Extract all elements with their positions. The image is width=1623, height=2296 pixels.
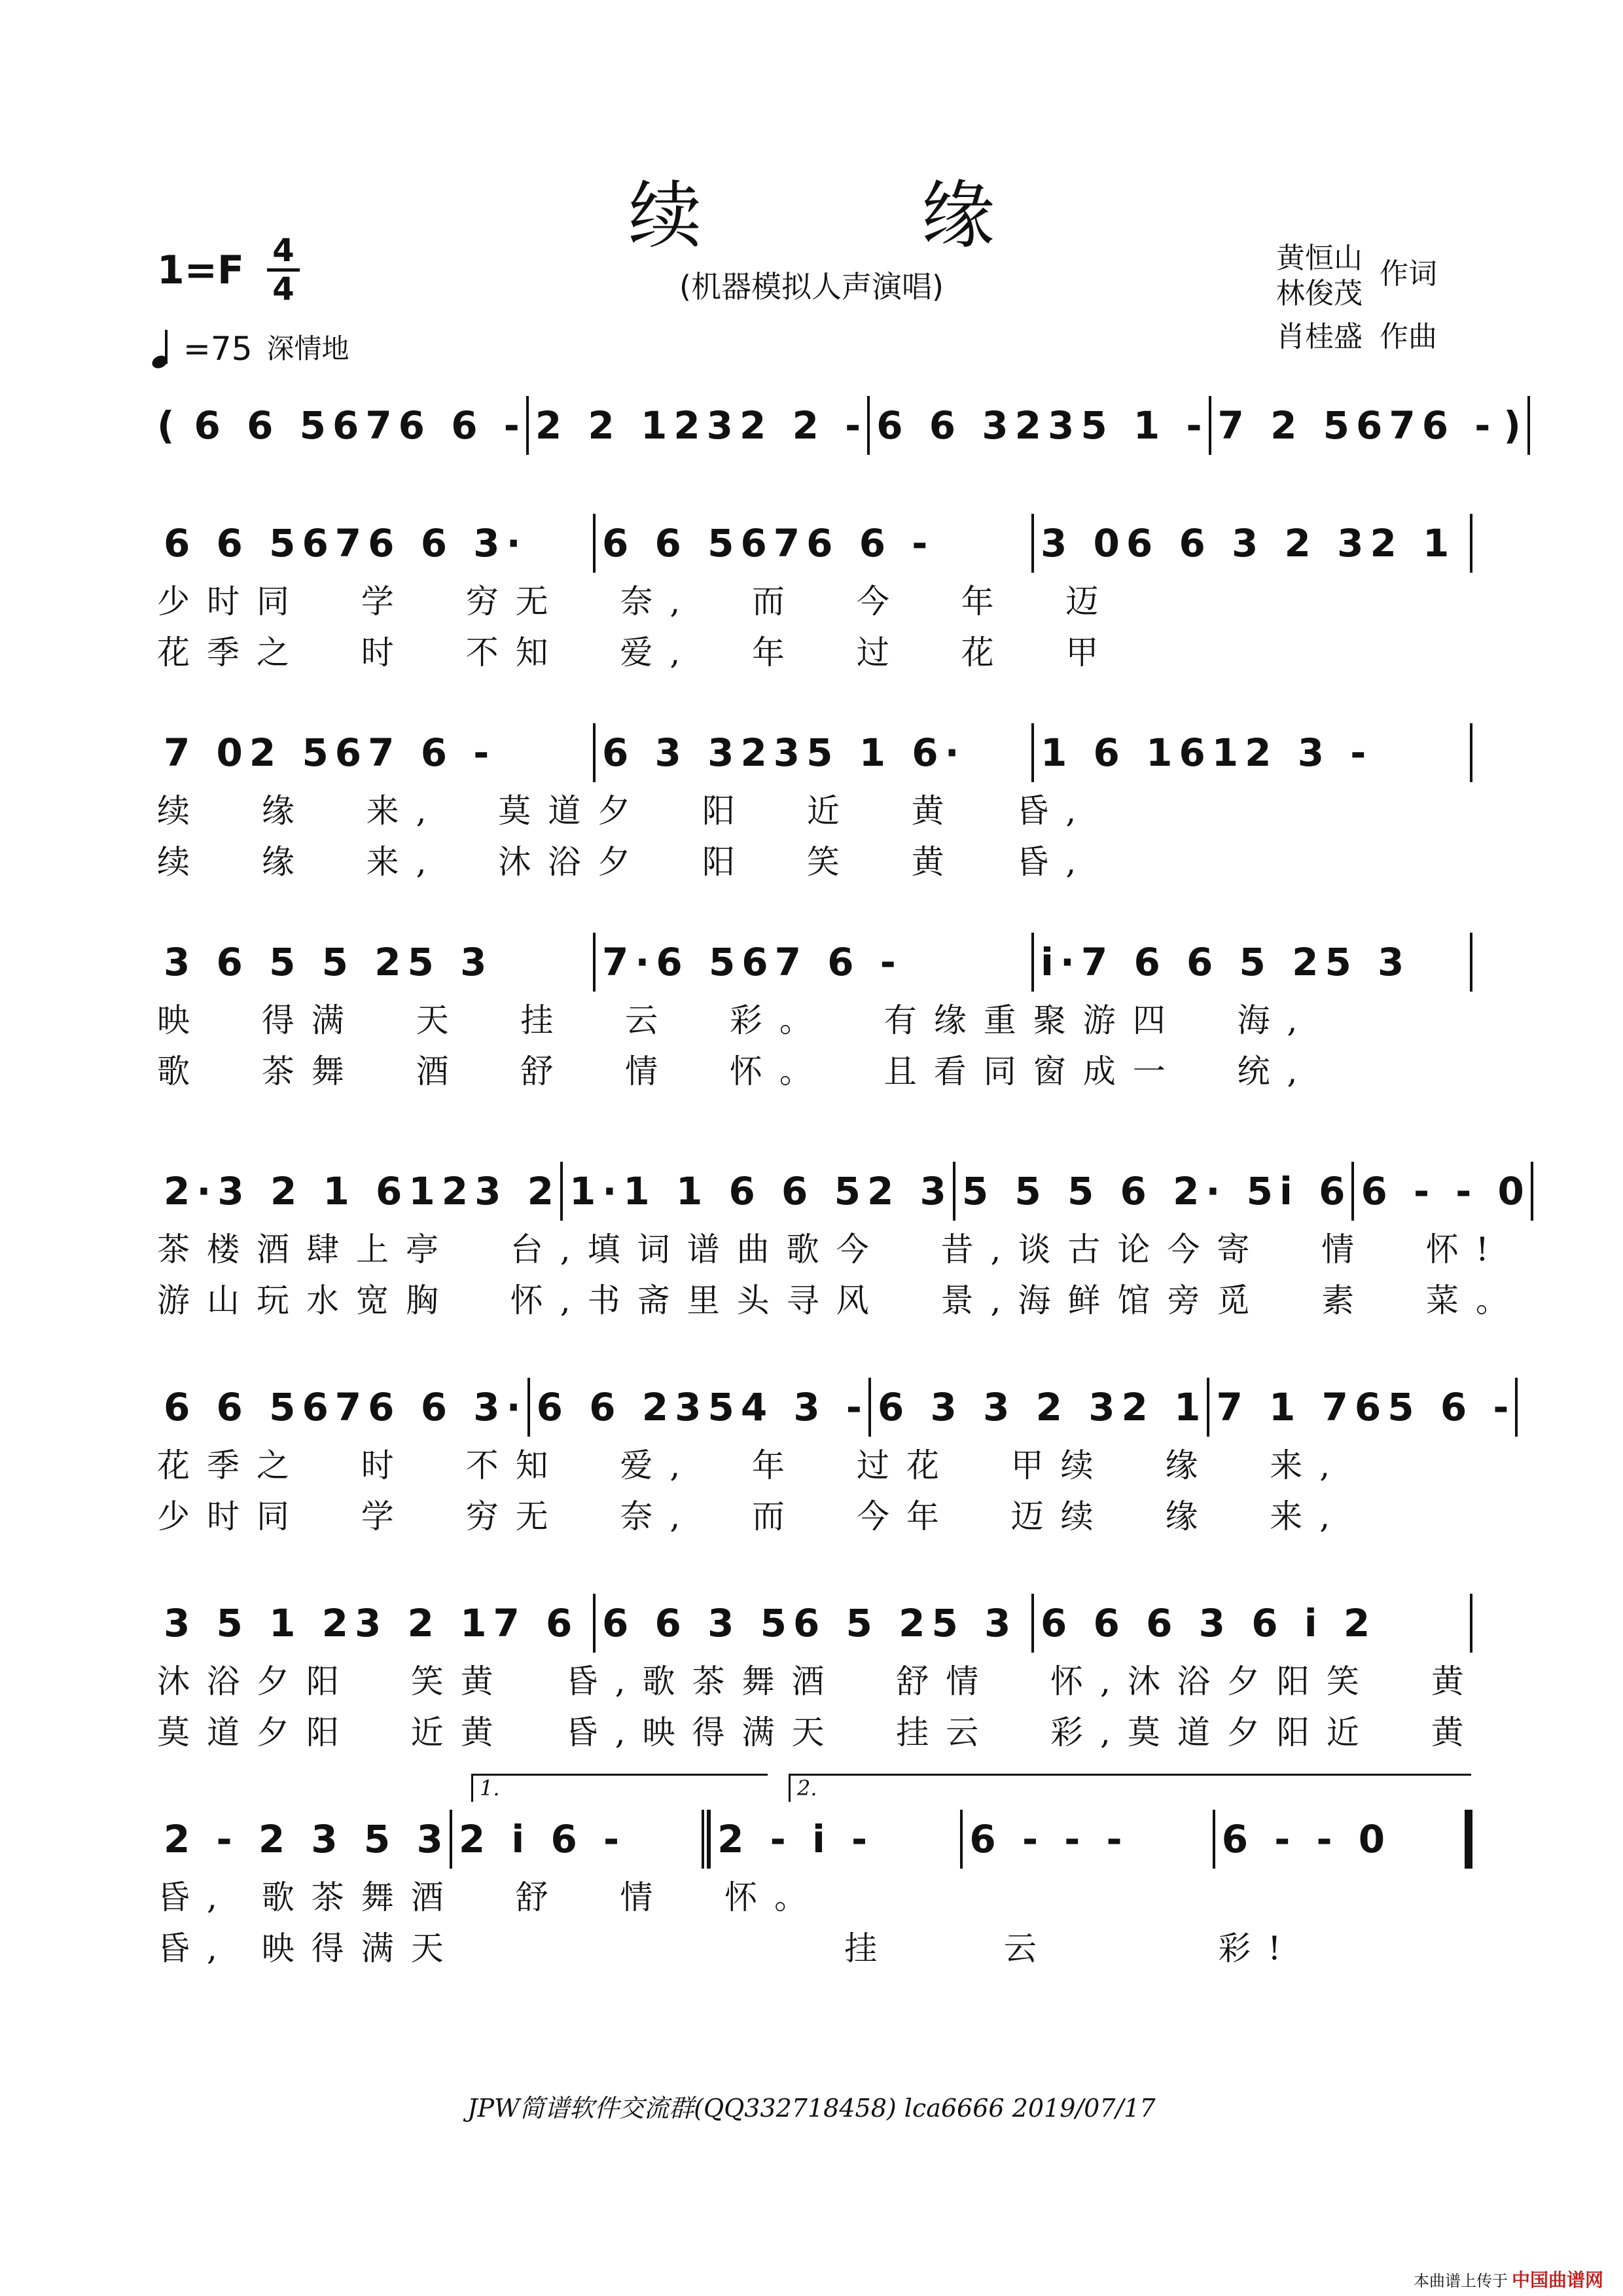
time-signature-bottom: 4: [272, 271, 294, 308]
volta-bracket: 1.: [471, 1774, 768, 1802]
score-system: [157, 511, 1472, 678]
lyric-line: 映 得满 天 挂 云 彩。 有缘重聚游四 海,: [157, 1001, 1315, 1039]
barline-end: [1470, 933, 1472, 992]
lyric-line: 莫道夕阳 近黄 昏,映得满天 挂云 彩,莫道夕阳近 黄: [157, 1713, 1481, 1751]
measure: 2 i 6 -: [458, 1817, 626, 1861]
credits: [1276, 241, 1437, 355]
measure: 3 06 6 3 2 32 1: [1041, 521, 1456, 565]
notes-row: [157, 1374, 1516, 1440]
score-system: [157, 1776, 1472, 1974]
subtitle: (机器模拟人声演唱): [679, 269, 944, 304]
measure: 3 5 1 23 2 17 6: [164, 1601, 579, 1645]
repeat-paren-close: ): [1503, 403, 1527, 448]
lyric-line: 沐浴夕阳 笑黄 昏,歌茶舞酒 舒情 怀,沐浴夕阳笑 黄: [157, 1662, 1481, 1700]
lyric-line: 续 缘 来, 莫道夕 阳 近 黄 昏,: [157, 792, 1094, 830]
score-system: [157, 929, 1472, 1097]
measure: 6 6 3235 1 -: [876, 403, 1209, 448]
lyric-line: 少时同 学 穷无 奈, 而 今年 迈续 缘 来,: [157, 1498, 1347, 1535]
volta-bracket: 2.: [789, 1774, 1471, 1802]
notes-row: [157, 720, 1472, 785]
measure: 7 02 567 6 -: [164, 730, 496, 775]
lyric-line: 花季之 时 不知 爱, 年 过 花 甲: [157, 634, 1116, 672]
measure: 2 - i -: [717, 1817, 874, 1861]
notes-row: [157, 1590, 1472, 1656]
lyric-line: 少时同 学 穷无 奈, 而 今 年 迈: [157, 583, 1116, 620]
footer: JPW简谱软件交流群(QQ332718458) lca6666 2019/07/17: [467, 2094, 1156, 2123]
tempo-value: =75: [183, 330, 253, 368]
time-signature-top: 4: [272, 232, 294, 269]
barline-end: [1527, 396, 1530, 455]
tempo-expression: 深情地: [266, 332, 349, 365]
lyric-line: 续 缘 来, 沐浴夕 阳 笑 黄 昏,: [157, 843, 1094, 881]
measure: 6 3 3235 1 6·: [602, 730, 966, 775]
lyricist-name: 黄恒山: [1276, 242, 1363, 275]
measure: 6 6 5676 6 3·: [164, 1385, 527, 1429]
repeat-paren-open: (: [157, 403, 181, 448]
measure: 6 - - -: [969, 1817, 1129, 1861]
score-system: [157, 1374, 1516, 1542]
score-system: [157, 393, 1527, 458]
measure: 6 6 2354 3 -: [536, 1385, 868, 1429]
measure: 6 - - 0: [1361, 1169, 1531, 1213]
lyricist-role: 作词: [1380, 257, 1437, 291]
notes-row: [157, 1158, 1531, 1224]
measure: 6 - - 0: [1221, 1817, 1392, 1861]
barline-end: [1470, 723, 1472, 782]
barline-end: [1465, 1810, 1472, 1869]
score-system: [157, 1158, 1531, 1326]
song-title: 续 缘: [628, 173, 1093, 259]
barline-end: [1470, 1594, 1472, 1653]
quarter-note-icon: [152, 329, 178, 368]
barline-end: [1470, 514, 1472, 573]
measure: i·7 6 6 5 25 3: [1041, 940, 1411, 984]
time-signature: [267, 234, 300, 306]
measure: 6 6 3 56 5 25 3: [602, 1601, 1018, 1645]
notes-row: [157, 929, 1472, 995]
lyricist2-name: 林俊茂: [1276, 277, 1363, 310]
measure: 6 6 5676 6 -: [194, 403, 526, 448]
measure: 7 2 5676 -: [1217, 403, 1497, 448]
key-signature: 1=F: [157, 247, 245, 293]
barline-end: [1515, 1378, 1518, 1437]
lyric-line: 昏, 歌茶舞酒 舒 情 怀。: [157, 1878, 825, 1916]
lyric-line: 茶楼酒肆上亭 台,填词谱曲歌今 昔,谈古论今寄 情 怀!: [157, 1230, 1507, 1268]
measure: 6 6 6 3 6 i 2: [1041, 1601, 1377, 1645]
lyric-line: 游山玩水宽胸 怀,书斋里头寻风 景,海鲜馆旁觅 素 菜。: [157, 1282, 1525, 1319]
measure: 1·1 1 6 6 52 3: [569, 1169, 953, 1213]
watermark: [1414, 2266, 1603, 2292]
score-system: [157, 720, 1472, 888]
watermark-text: 本曲谱上传于: [1413, 2271, 1508, 2290]
tempo-marking: [152, 327, 349, 368]
lyric-line: 花季之 时 不知 爱, 年 过花 甲续 缘 来,: [157, 1446, 1347, 1484]
watermark-logo: 中国曲谱网: [1511, 2269, 1603, 2291]
notes-row: [157, 511, 1472, 576]
measure: 5 5 5 6 2· 5i 6: [961, 1169, 1352, 1213]
measure: 6 6 5676 6 3·: [164, 521, 527, 565]
measure: 2·3 2 1 6123 2: [164, 1169, 561, 1213]
composer-role: 作曲: [1380, 320, 1437, 353]
lyric-line: 昏, 映得满天 挂 云 彩!: [157, 1929, 1298, 1967]
measure: 2 2 1232 2 -: [535, 403, 868, 448]
measure: 6 3 3 2 32 1: [878, 1385, 1207, 1429]
measure: 1 6 1612 3 -: [1041, 730, 1373, 775]
measure: 6 6 5676 6 -: [602, 521, 935, 565]
measure: 3 6 5 5 25 3: [164, 940, 493, 984]
measure: 7 1 765 6 -: [1216, 1385, 1516, 1429]
measure: 2 - 2 3 5 3: [164, 1817, 450, 1861]
score-system: [157, 1590, 1481, 1758]
measure: 7·6 567 6 -: [602, 940, 902, 984]
barline: [702, 1810, 711, 1869]
barline-end: [1531, 1162, 1533, 1221]
lyric-line: 歌 茶舞 酒 舒 情 怀。 且看同窗成一 统,: [157, 1052, 1315, 1090]
composer-name: 肖桂盛: [1276, 320, 1363, 353]
notes-row: [157, 1806, 1472, 1872]
notes-row: [157, 393, 1527, 458]
